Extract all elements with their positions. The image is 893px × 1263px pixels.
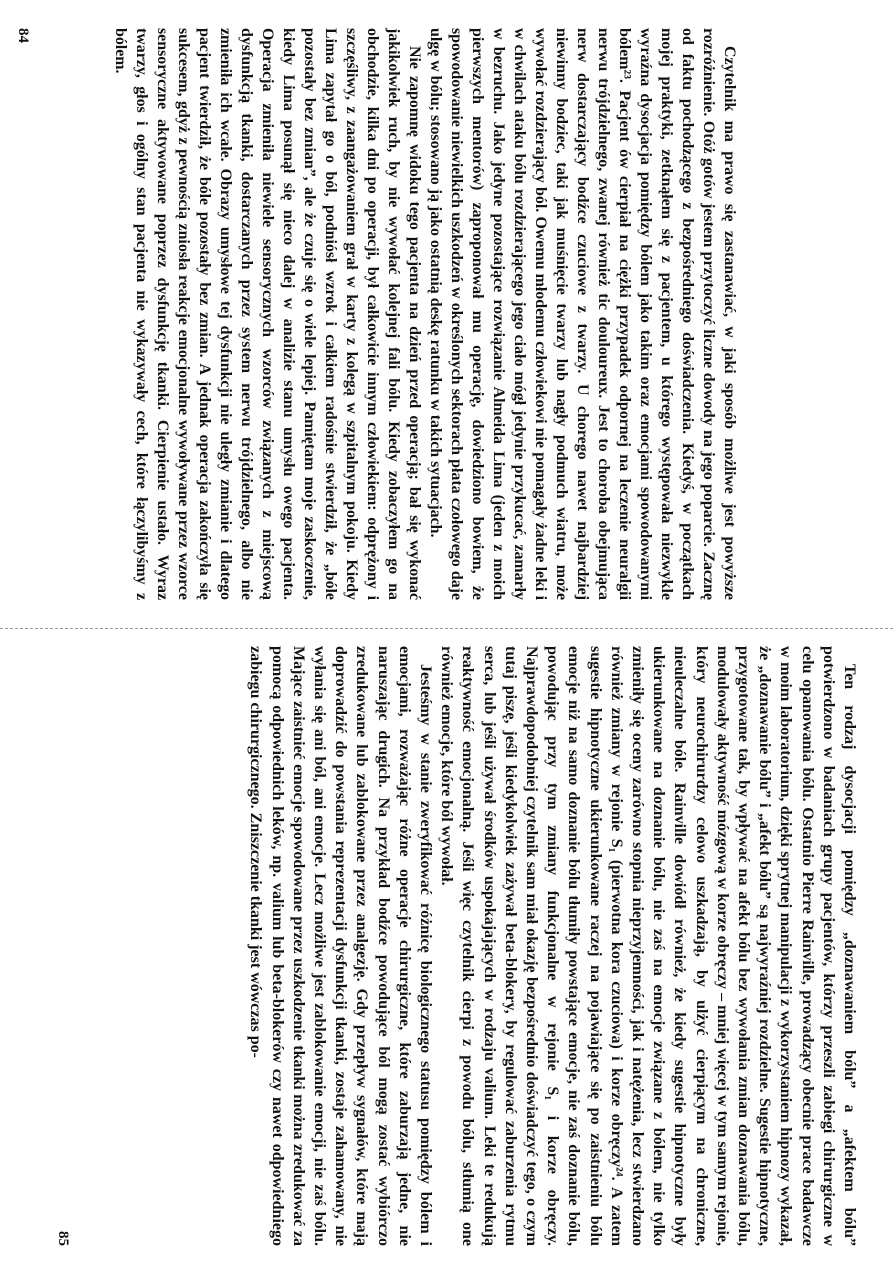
paragraph: Nie zapomnę widoku tego pacjenta na dzień przed operacją; bał się wykonać jakikolwiek ruch, by nie wywołać kolejnej fali bólu. Kiedy zobaczyłem go na obchodzie, kilka dni po operacji, był całkowicie innym człowiekiem: odprężony i szczęśliwy, z zaangażowaniem grał w karty z kolegą w szpitalnym pokoju. Kiedy Lima zapytał go o ból, podniósł wzrok i całkiem radośnie stwierdził, że „bóle pozostały bez zmian”, ale że czuje się o wiele lepiej. Pamiętam moje zaskoczenie, kiedy Lima posunął się nieco dalej w analizie stanu umysłu owego pacjenta. Operacja zmieniła niewiele sensorycznych wzorców związanych z miejscową dysfunkcją tkanki, dostarczanych przez system nerwu trójdzielnego, albo nie zmieniła ich wcale. Obrazy umysłowe tej dysfunkcji nie uległy zmianie i dlatego pacjent twierdził, że bóle pozostały bez zmian. A jednak operacja zakończyła się sukcesem, gdyż z pewnością zniosła reakcje emocjonalne wywoływane przez wzorce sensoryczne aktywowane poprzez dysfunkcję tkanki. Cierpienie ustało. Wyraz twarzy, głos i ogólny stan pacjenta nie wykazywały cech, które łączylibyśmy z bólem. — [112, 28, 423, 600]
paragraph: Ten rodzaj dysocjacji pomiędzy „doznawaniem bólu” a „afektem bólu” potwierdzono w badaniach grupy pacjentów, którzy przeszli zabiegi chirurgiczne w celu opanowania bólu. Ostatnio Pierre Rainville, prowadzący obecnie prace badawcze w moim laboratorium, dzięki sprytnej manipulacji z wykorzystaniem hipnozy wykazał, że „doznawanie bólu” i „afekt bólu” są najwyraźniej rozdzielne. Sugestie hipnotyczne, przygotowane tak, by wpływać na afekt bólu bez wywołania zmian doznawania bólu, modulowały aktywność mózgową w korze obręczy – mniej więcej w tym samym rejonie, który neurochirurdzy celowo uszkadzają, by ulżyć cierpiącym na chroniczne, nieuleczalne bóle. Rainville dowiódł również, że kiedy sugestie hipnotyczne były ukierunkowane na doznanie bólu, nie zaś na emocje związane z bólem, nie tylko zmieniły się oceny zarówno stopnia nieprzyjemności, jak i natężenia, lecz stwierdzano również zmiany w rejonie S₁ (pierwotna kora czuciowa) i korze obręczy²⁴. A zatem sugestie hipnotyczne ukierunkowane raczej na pojawiające się po zaistnieniu bólu emocje niż na samo doznanie bólu tłumiły powstające emocje, nie zaś doznanie bólu, powodując przy tym zmiany funkcjonalne w rejonie S₁ i korze obręczy. Najprawdopodobniej czytelnik sam miał okazję bezpośrednio doświadczyć tego, o czym tutaj piszę, jeśli kiedykolwiek zażywał beta-blokery, by regulować zaburzenia rytmu serca, lub jeśli używał środków uspokajających w rodzaju valium. Leki te redukują reaktywność emocjonalną. Jeśli więc czytelnik cierpi z powodu bólu, stłumią one również emocje, które ból wywołał. — [438, 646, 858, 1246]
paragraph: Czytelnik ma prawo się zastanawiać, w jaki sposób możliwe jest powyższe rozróżnienie. Otóż gotów jestem przytoczyć liczne dowody na jego poparcie. Zacznę od faktu pochodzącego z bezpośredniego doświadczenia. Kiedyś, w początkach mojej praktyki, zetknąłem się z pacjentem, u którego występowała niezwykle wyraźna dysocjacja pomiędzy bólem jako takim oraz emocjami spowodowanymi bólem²³. Pacjent ów cierpiał na ciężki przypadek odpornej na leczenie neuralgii nerwu trójdzielnego, zwanej również tic douloureux. Jest to choroba obejmująca nerw dostarczający bodźce czuciowe z twarzy. U chorego nawet najbardziej niewinny bodziec, taki jak muśnięcie twarzy lub nagły podmuch wiatru, może wywołać rozdzierający ból. Owemu młodemu człowiekowi nie pomagały żadne leki i w chwilach ataku bólu rozdzierającego jego ciało mógł jedynie przykucać, zamarły w bezruchu. Jako jedyne pozostające rozwiązanie Almeida Lima (jeden z moich pierwszych mentorów) zaproponował mu operację, dowiedziono bowiem, że spowodowanie niewielkich uszkodzeń w określonych sektorach płata czołowego daje ulgę w bólu; stosowano ją jako ostatnią deskę ratunku w takich sytuacjach. — [427, 28, 738, 600]
page-84 — [15, 28, 740, 600]
page-fold-divider — [0, 628, 893, 629]
paragraph: Jesteśmy w stanie zweryfikować różnicę biologicznego statusu pomiędzy bólem i emocjami, rozważając różne operacje chirurgiczne, które zaburzają jedne, nie naruszając drugich. Na przykład bodźce powodujące ból mogą zostać wybiórczo zredukowane lub zablokowane przez analgezję. Gdy przepływ sygnałów, które mają doprowadzić do powstania reprezentacji dysfunkcji tkanki, zostaje zahamowany, nie wyłania się ani ból, ani emocje. Lecz możliwe jest zablokowanie emocji, nie zaś bólu. Mające zaistnieć emocje spowodowane przez uszkodzenie tkanki można zredukować za pomocą odpowiednich leków, np. valium lub beta-blokerów czy nawet odpowiedniego zabiegu chirurgicznego. Zniszczenie tkanki jest wówczas po- — [247, 646, 434, 1246]
page-number: 84 — [15, 28, 31, 43]
page-85 — [55, 646, 860, 1246]
page-number: 85 — [55, 1231, 71, 1246]
